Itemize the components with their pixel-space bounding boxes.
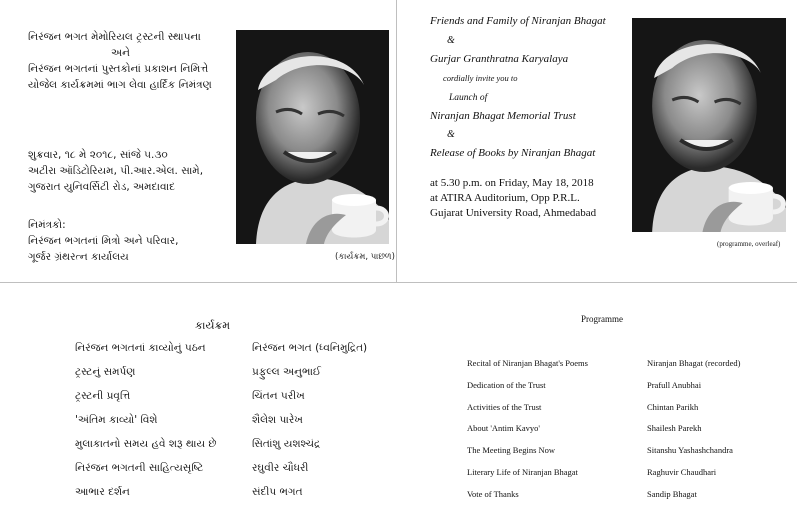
hosts-line: નિરંજન ભગતનાં મિત્રો અને પરિવાર, [28,235,179,247]
invite-line: & [447,129,455,140]
english-caption: (programme, overleaf) [717,240,781,248]
programme-item: ટ્રસ્ટની પ્રવૃત્તિ [75,390,131,402]
programme-item: નિરંજન ભગતનાં કાવ્યોનું પઠન [75,342,206,354]
programme-person: સિતાંશુ યશશ્ચંદ્ર [252,438,321,450]
heading-line: અને [111,47,130,59]
programme-item: The Meeting Begins Now [467,445,556,456]
hosts-label: નિમંત્રકો: [28,219,66,231]
programme-item: મુલાકાતનો સમય હવે શરૂ થાય છે [75,438,217,450]
invite-line: Gurjar Granthratna Karyalaya [430,53,569,65]
programme-item: ટ્રસ્ટનું સમર્પણ [75,366,136,378]
event-date: શુક્રવાર, ૧૮ મે ૨૦૧૮, સાંજે ૫.૩૦ [28,149,168,161]
heading-line: નિરંજન ભગત મેમોરિયલ ટ્રસ્ટની સ્થાપના [28,31,201,43]
programme-title: Programme [581,314,623,324]
programme-person: Niranjan Bhagat (recorded) [647,358,741,368]
details-line: at 5.30 p.m. on Friday, May 18, 2018 [430,177,594,189]
gujarati-programme [0,283,396,516]
heading-line: નિરંજન ભગતનાં પુસ્તકોનાં પ્રકાશન નિમિત્તે [28,63,209,75]
portrait-image [632,18,786,232]
programme-person: Sitanshu Yashashchandra [647,445,733,456]
invite-line: cordially invite you to [443,73,518,83]
programme-person: શૈલેશ પારેખ [252,414,303,426]
programme-person: Prafull Anubhai [647,379,702,390]
english-programme [397,283,797,516]
invite-line: & [447,35,455,46]
programme-person: પ્રફુલ્લ અનુભાઈ [252,366,322,378]
programme-person: Shailesh Parekh [647,423,702,434]
programme-person: Raghuvir Chaudhari [647,467,717,477]
portrait-photo [632,18,786,232]
venue-line: ગુજરાત યુનિવર્સિટી રોડ, અમદાવાદ [28,181,175,193]
programme-item: About 'Antim Kavyo' [467,423,540,434]
programme-person: Sandip Bhagat [647,488,697,499]
programme-item: આભાર દર્શન [75,486,130,498]
programme-person: નિરંજન ભગત (ધ્વનિમુદ્રિત) [252,342,368,354]
invite-line: Launch of [449,93,488,103]
programme-item: નિરંજન ભગતની સાહિત્યસૃષ્ટિ [75,462,204,474]
gujarati-invitation [0,0,396,282]
programme-item: 'અંતિમ કાવ્યો' વિશે [75,414,158,426]
details-line: at ATIRA Auditorium, Opp P.R.L. [430,192,580,204]
english-invitation [397,0,797,282]
programme-item: Dedication of the Trust [467,379,546,390]
programme-person: ચિંતન પરીખ [252,390,305,402]
hosts-line: ગૂર્જર ગ્રંથરત્ન કાર્યાલય [28,251,129,263]
venue-line: અટીરા ઑડિટોરિયમ, પી.આર.એલ. સામે, [28,165,204,177]
programme-item: Activities of the Trust [467,401,542,412]
programme-item: Literary Life of Niranjan Bhagat [467,467,578,477]
portrait-photo [236,30,389,244]
programme-item: Vote of Thanks [467,488,519,499]
details-line: Gujarat University Road, Ahmedabad [430,207,597,219]
invite-line: Friends and Family of Niranjan Bhagat [430,15,606,27]
programme-person: સંદીપ ભગત [252,486,303,498]
programme-item: Recital of Niranjan Bhagat's Poems [467,358,588,368]
programme-person: Chintan Parikh [647,401,699,412]
programme-title: કાર્યક્રમ [195,319,231,332]
gujarati-caption: (કાર્યક્રમ, પાછળ) [335,252,395,262]
heading-line: યોજેલ કાર્યક્રમમાં ભાગ લેવા હાર્દિક નિમંત્રણ [28,79,212,91]
programme-person: રઘુવીર ચૌધરી [252,462,309,474]
portrait-image [236,30,389,244]
invite-line: Niranjan Bhagat Memorial Trust [430,110,576,122]
invite-line: Release of Books by Niranjan Bhagat [430,147,596,159]
